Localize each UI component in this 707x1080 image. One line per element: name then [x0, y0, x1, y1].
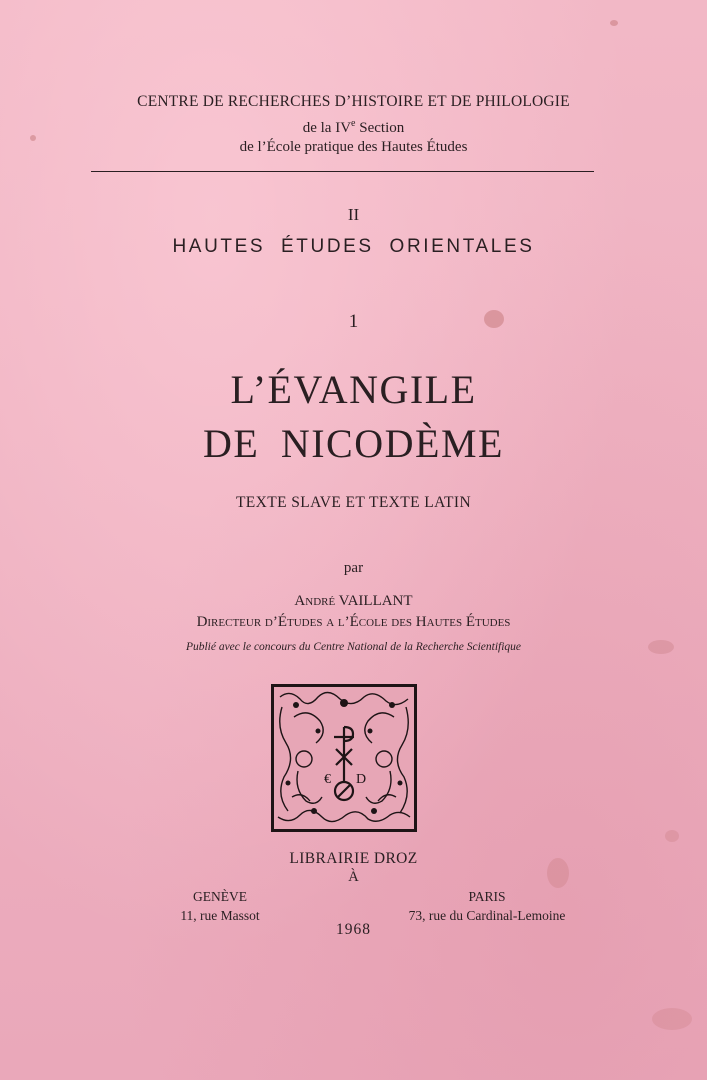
- publisher-paris: [387, 887, 587, 925]
- emblem-illustration-icon: [274, 687, 414, 829]
- by-label: par: [343, 560, 364, 576]
- institution-section-suffix: Section: [355, 120, 405, 136]
- institution-section-sup: e: [351, 118, 356, 129]
- institution-section: [0, 118, 707, 137]
- printers-mark-emblem: [271, 684, 417, 832]
- geneva-city: GENÈVE: [193, 889, 247, 904]
- author-name: André VAILLANT: [294, 593, 413, 609]
- publisher-connector: À: [348, 869, 359, 885]
- volume-number: 1: [348, 311, 359, 332]
- svg-text:D: D: [356, 772, 367, 787]
- stain: [652, 1008, 692, 1030]
- stain: [665, 830, 679, 842]
- publication-year: 1968: [336, 921, 371, 938]
- paris-city: PARIS: [468, 889, 506, 904]
- series-number: II: [347, 205, 360, 224]
- book-subtitle: TEXTE SLAVE ET TEXTE LATIN: [235, 494, 472, 511]
- publisher-name: LIBRAIRIE DROZ: [289, 850, 418, 867]
- book-title-line2: DE NICODÈME: [203, 421, 504, 466]
- publisher-geneva: [150, 887, 290, 925]
- paris-address: 73, rue du Cardinal-Lemoine: [408, 908, 566, 923]
- geneva-address: 11, rue Massot: [180, 908, 260, 923]
- header-divider: [91, 171, 594, 172]
- institution-school: de l’École pratique des Hautes Études: [239, 139, 468, 155]
- svg-text:€: €: [324, 772, 331, 787]
- book-title-line1: L’ÉVANGILE: [230, 367, 477, 412]
- series-name: HAUTES ÉTUDES ORIENTALES: [172, 236, 535, 257]
- author-role: Directeur d’Études a l’École des Hautes Études: [196, 614, 511, 630]
- institution-section-prefix: de la IV: [302, 120, 352, 136]
- publication-note: Publié avec le concours du Centre National de la Recherche Scientifique: [185, 641, 522, 653]
- institution-title: CENTRE DE RECHERCHES D’HISTOIRE ET DE PHILOLOGIE: [137, 93, 570, 110]
- stain: [610, 20, 618, 26]
